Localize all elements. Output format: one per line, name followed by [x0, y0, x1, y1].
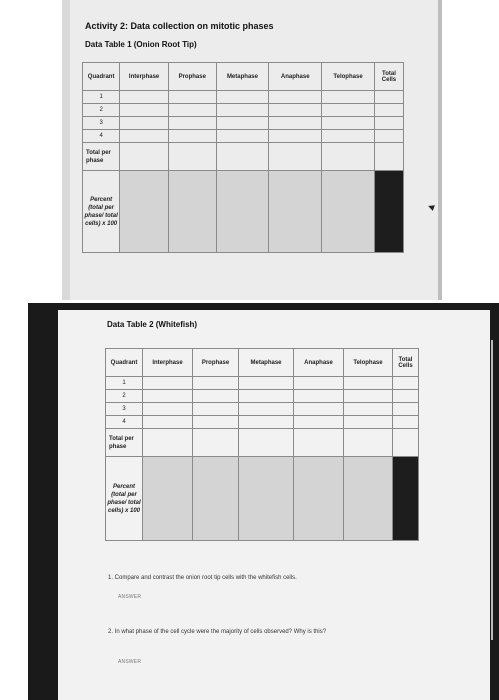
- table-cell: [269, 117, 322, 130]
- header-prophase: Prophase: [193, 349, 239, 377]
- table-cell: [193, 416, 239, 429]
- table-cell: [393, 416, 419, 429]
- question-1: 1. Compare and contrast the onion root tip cells with the whitefish cells.: [108, 575, 297, 581]
- table-cell: [193, 403, 239, 416]
- table-cell: [193, 457, 239, 541]
- table-cell: [374, 104, 403, 117]
- table-cell: [269, 104, 322, 117]
- table-cell: [294, 429, 344, 457]
- table-cell: [374, 91, 403, 104]
- header-quadrant: Quadrant: [83, 63, 120, 91]
- table-cell: [322, 143, 375, 171]
- answer-2-label: ANSWER: [118, 659, 142, 665]
- row-label: 1: [106, 377, 143, 390]
- table-cell: [344, 377, 393, 390]
- percent-label: Percent (total per phase/ total cells) x 100: [106, 457, 143, 541]
- photo-edge: [62, 0, 70, 300]
- photo-edge-right: [438, 0, 442, 300]
- table-cell: [322, 171, 375, 253]
- data-table-2: [105, 348, 419, 541]
- table-cell: [168, 171, 216, 253]
- table-cell: [120, 130, 169, 143]
- row-label: 3: [83, 117, 120, 130]
- header-telophase: Telophase: [322, 63, 375, 91]
- table-cell: [120, 104, 169, 117]
- activity-heading: Activity 2: Data collection on mitotic phases: [85, 21, 274, 31]
- header-interphase: Interphase: [143, 349, 193, 377]
- table2-title: Data Table 2 (Whitefish): [107, 320, 198, 329]
- header-anaphase: Anaphase: [269, 63, 322, 91]
- table-cell: [294, 416, 344, 429]
- header-interphase: Interphase: [120, 63, 169, 91]
- table-cell: [393, 457, 419, 541]
- table-cell: [374, 117, 403, 130]
- scrollbar[interactable]: [491, 340, 493, 640]
- table-cell: [239, 429, 294, 457]
- table-cell: [294, 457, 344, 541]
- table-cell: [216, 117, 269, 130]
- table-cell: [143, 403, 193, 416]
- table-cell: [193, 377, 239, 390]
- table-cell: [322, 91, 375, 104]
- row-label: 4: [83, 130, 120, 143]
- table-cell: [120, 117, 169, 130]
- table-cell: [393, 429, 419, 457]
- table-cell: [239, 403, 294, 416]
- table-cell: [269, 143, 322, 171]
- header-telophase: Telophase: [344, 349, 393, 377]
- table-cell: [216, 104, 269, 117]
- question-2: 2. In what phase of the cell cycle were the majority of cells observed? Why is this?: [108, 629, 327, 635]
- header-prophase: Prophase: [168, 63, 216, 91]
- table-cell: [344, 403, 393, 416]
- data-table-1: [82, 62, 404, 253]
- table-cell: [344, 416, 393, 429]
- table-cell: [269, 130, 322, 143]
- table-cell: [374, 143, 403, 171]
- table-cell: [322, 130, 375, 143]
- table-cell: [193, 429, 239, 457]
- table-cell: [143, 457, 193, 541]
- row-label: 2: [83, 104, 120, 117]
- table-cell: [168, 143, 216, 171]
- table-cell: [322, 117, 375, 130]
- table-cell: [216, 171, 269, 253]
- header-metaphase: Metaphase: [216, 63, 269, 91]
- table-cell: [216, 143, 269, 171]
- table-cell: [143, 429, 193, 457]
- table-cell: [168, 130, 216, 143]
- table-cell: [143, 416, 193, 429]
- table-cell: [216, 91, 269, 104]
- table-cell: [168, 117, 216, 130]
- table-cell: [120, 143, 169, 171]
- percent-label: Percent (total per phase/ total cells) x 100: [83, 171, 120, 253]
- answer-1-label: ANSWER: [118, 594, 142, 600]
- table-cell: [120, 91, 169, 104]
- table1-title: Data Table 1 (Onion Root Tip): [85, 40, 197, 49]
- table-cell: [374, 130, 403, 143]
- header-anaphase: Anaphase: [294, 349, 344, 377]
- table-cell: [143, 390, 193, 403]
- table-cell: [344, 429, 393, 457]
- table-cell: [239, 390, 294, 403]
- row-label: 1: [83, 91, 120, 104]
- row-label: 2: [106, 390, 143, 403]
- row-label: 4: [106, 416, 143, 429]
- table-cell: [239, 457, 294, 541]
- table-cell: [120, 171, 169, 253]
- table-cell: [393, 390, 419, 403]
- header-metaphase: Metaphase: [239, 349, 294, 377]
- table-cell: [239, 416, 294, 429]
- table-cell: [393, 377, 419, 390]
- table-cell: [344, 390, 393, 403]
- table-cell: [344, 457, 393, 541]
- table-cell: [143, 377, 193, 390]
- table-cell: [168, 104, 216, 117]
- total-per-phase-label: Total per phase: [83, 143, 120, 171]
- table-cell: [393, 403, 419, 416]
- table-cell: [322, 104, 375, 117]
- table-cell: [216, 130, 269, 143]
- header-total-cells: Total Cells: [393, 349, 419, 377]
- total-per-phase-label: Total per phase: [106, 429, 143, 457]
- header-total-cells: Total Cells: [374, 63, 403, 91]
- header-quadrant: Quadrant: [106, 349, 143, 377]
- table-cell: [239, 377, 294, 390]
- row-label: 3: [106, 403, 143, 416]
- table-cell: [294, 377, 344, 390]
- table-cell: [269, 171, 322, 253]
- table-cell: [193, 390, 239, 403]
- table-cell: [269, 91, 322, 104]
- table-cell: [294, 390, 344, 403]
- table-cell: [374, 171, 403, 253]
- table-cell: [168, 91, 216, 104]
- table-cell: [294, 403, 344, 416]
